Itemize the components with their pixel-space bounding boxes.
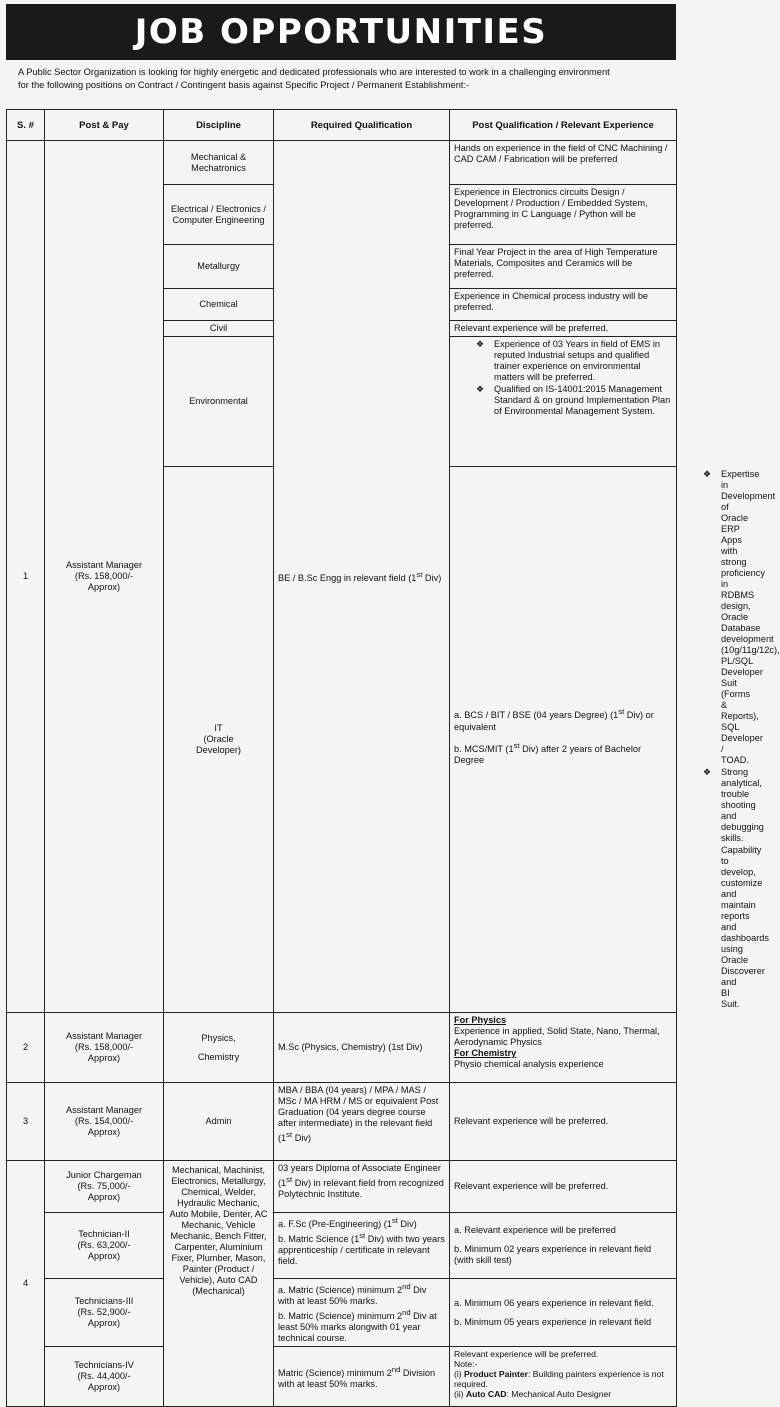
row2-experience: For Physics Experience in applied, Solid State, Nano, Thermal, Aerodynamic Physics For Chemistry Physio chemical analysis experience xyxy=(450,1013,677,1083)
row1-qualification-be: BE / B.Sc Engg in relevant field (1st Div) xyxy=(274,141,450,1013)
row1-discipline-env: Environmental xyxy=(164,337,274,467)
row1-exp-met: Final Year Project in the area of High Temperature Materials, Composites and Ceramics will be preferred. xyxy=(450,245,677,289)
row3-post: Assistant Manager (Rs. 154,000/- Approx) xyxy=(45,1083,164,1161)
header-sno: S. # xyxy=(7,110,45,141)
row4-post-junior-chargeman: Junior Chargeman (Rs. 75,000/- Approx) xyxy=(45,1161,164,1213)
row2-post: Assistant Manager (Rs. 158,000/- Approx) xyxy=(45,1013,164,1083)
row1-sno: 1 xyxy=(7,141,45,1013)
row4-discipline: Mechanical, Machinist, Electronics, Metallurgy, Chemical, Welder, Hydraulic Mechanic, Auto Mobile, Denter, AC Mechanic, Vehicle Mechanic, Bench Fitter, Carpenter, Aluminium Fixer, Plumber, Mason, Painter (Product / Vehicle), Auto CAD (Mechanical) xyxy=(164,1161,274,1407)
list-item: ❖ Experience of 03 Years in field of EMS in reputed Industrial setups and qualified trainer experience on environmental matters will be preferred. xyxy=(476,339,660,382)
diamond-bullet-icon: ❖ xyxy=(703,767,712,777)
jobs-table xyxy=(6,109,780,1407)
row1-exp-chem: Experience in Chemical process industry will be preferred. xyxy=(450,289,677,321)
table-row xyxy=(7,1013,677,1083)
intro-line-1: A Public Sector Organization is looking for highly energetic and dedicated professionals who are interested to work in a challenging environment xyxy=(18,67,610,77)
table-row xyxy=(7,1213,677,1279)
row3-sno: 3 xyxy=(7,1083,45,1161)
row2-sno: 2 xyxy=(7,1013,45,1083)
row4-experience-jc: Relevant experience will be preferred. xyxy=(450,1161,677,1213)
header-qualification: Required Qualification xyxy=(274,110,450,141)
diamond-bullet-icon: ❖ xyxy=(703,469,712,479)
row4-sno: 4 xyxy=(7,1161,45,1407)
intro-line-2: for the following positions on Contract / Contingent basis against Specific Project / Permanent Establishment:- xyxy=(18,80,470,90)
table-row xyxy=(7,1347,677,1407)
list-item: Capability to develop, customize and maintain reports and dashboards using Oracle Discoverer and BI Suit. xyxy=(721,845,770,1009)
row1-discipline-chem: Chemical xyxy=(164,289,274,321)
row1-discipline-elec: Electrical / Electronics / Computer Engineering xyxy=(164,185,274,245)
table-row xyxy=(7,1083,677,1161)
row4-qualification-t4: Matric (Science) minimum 2nd Division with at least 50% marks. xyxy=(274,1347,450,1407)
row4-experience-t3: a. Minimum 06 years experience in relevant field. b. Minimum 05 years experience in relevant field xyxy=(450,1279,677,1347)
row1-post: Assistant Manager (Rs. 158,000/- Approx) xyxy=(45,141,164,1013)
list-item: ❖ Strong analytical, trouble shooting and debugging skills. xyxy=(703,767,764,843)
row3-qualification: MBA / BBA (04 years) / MPA / MAS / MSc / MA HRM / MS or equivalent Post Graduation (04 years degree course after intermediate) in the relevant field (1st Div) xyxy=(274,1083,450,1161)
row4-post-technician-4: Technicians-IV (Rs. 44,400/- Approx) xyxy=(45,1347,164,1407)
table-row xyxy=(7,1279,677,1347)
row3-discipline: Admin xyxy=(164,1083,274,1161)
row4-qualification-jc: 03 years Diploma of Associate Engineer (1st Div) in relevant field from recognized Polytechnic Institute. xyxy=(274,1161,450,1213)
row1-exp-elec: Experience in Electronics circuits Design / Development / Production / Embedded System, Programming in C Language / Python will be preferred. xyxy=(450,185,677,245)
row4-qualification-t3: a. Matric (Science) minimum 2nd Div with at least 50% marks. b. Matric (Science) minimum 2nd Div at least 50% marks alongwith 01 year technical course. xyxy=(274,1279,450,1347)
row2-qualification: M.Sc (Physics, Chemistry) (1st Div) xyxy=(274,1013,450,1083)
table-row xyxy=(7,1161,677,1213)
row1-exp-civil: Relevant experience will be preferred. xyxy=(450,321,677,337)
diamond-bullet-icon: ❖ xyxy=(476,339,485,349)
row1-discipline-met: Metallurgy xyxy=(164,245,274,289)
table-row xyxy=(7,141,677,185)
row4-qualification-t2: a. F.Sc (Pre-Engineering) (1st Div) b. Matric Science (1st Div) with two years apprenticeship / certificate in relevant field. xyxy=(274,1213,450,1279)
row1-qualification-it: a. BCS / BIT / BSE (04 years Degree) (1st Div) or equivalent b. MCS/MIT (1st Div) after 2 years of Bachelor Degree xyxy=(450,467,677,1013)
row1-exp-env xyxy=(450,337,677,467)
header-discipline: Discipline xyxy=(164,110,274,141)
header-experience: Post Qualification / Relevant Experience xyxy=(450,110,677,141)
header-post: Post & Pay xyxy=(45,110,164,141)
intro-text xyxy=(18,66,670,92)
row3-experience: Relevant experience will be preferred. xyxy=(450,1083,677,1161)
row2-discipline: Physics, Chemistry xyxy=(164,1013,274,1083)
row1-discipline-civil: Civil xyxy=(164,321,274,337)
row4-experience-t2: a. Relevant experience will be preferred b. Minimum 02 years experience in relevant field (with skill test) xyxy=(450,1213,677,1279)
row1-discipline-mech: Mechanical & Mechatronics xyxy=(164,141,274,185)
diamond-bullet-icon: ❖ xyxy=(476,384,485,394)
row4-post-technician-3: Technicians-III (Rs. 52,900/- Approx) xyxy=(45,1279,164,1347)
list-item: ❖ Expertise in Development of Oracle ERP Apps with strong proficiency in RDBMS design, Oracle Database development (10g/11g/12c), PL/SQL Developer Suit (Forms & Reports), SQL Developer / TOAD. xyxy=(703,469,780,765)
list-item: ❖ Qualified on IS-14001:2015 Management Standard & on ground Implementation Plan of Environmental Management System. xyxy=(476,384,671,416)
table-header-row xyxy=(7,110,677,141)
row1-exp-mech: Hands on experience in the field of CNC Machining / CAD CAM / Fabrication will be preferred xyxy=(450,141,677,185)
row1-discipline-it: IT (Oracle Developer) xyxy=(164,467,274,1013)
row4-experience-t4: Relevant experience will be preferred. Note:- (i) Product Painter: Building painters experience is not required. (ii) Auto CAD: Mechanical Auto Designer xyxy=(450,1347,677,1407)
page-title: JOB OPPORTUNITIES xyxy=(6,4,676,60)
row4-post-technician-2: Technician-II (Rs. 63,200/- Approx) xyxy=(45,1213,164,1279)
